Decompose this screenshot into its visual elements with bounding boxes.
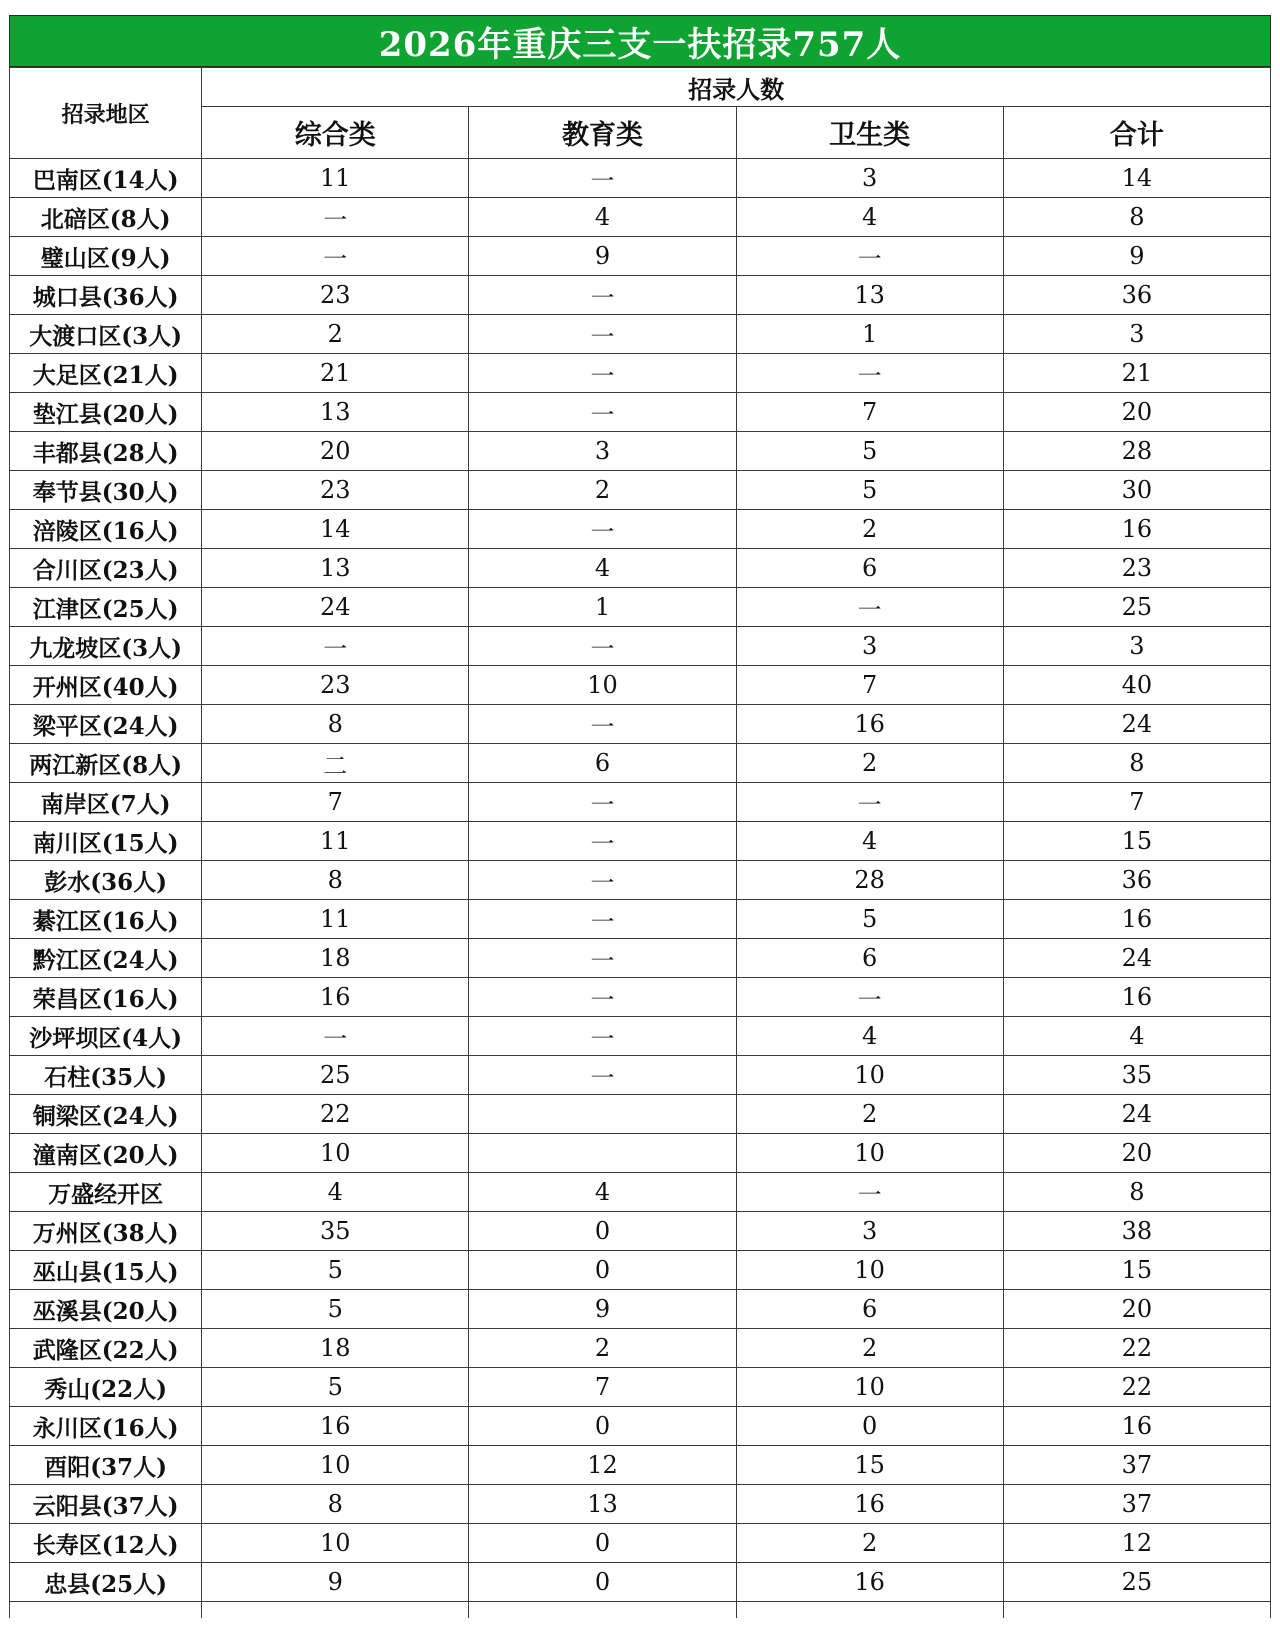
general-cell: 10 [202,1524,469,1563]
general-cell: 5 [202,1251,469,1290]
education-cell: 9 [469,1290,736,1329]
total-cell: 24 [1003,939,1270,978]
education-cell: 6 [469,744,736,783]
health-cell: 15 [736,1446,1003,1485]
education-cell: 3 [469,432,736,471]
region-cell: 开州区(40人) [10,666,202,705]
total-cell: 16 [1003,978,1270,1017]
education-cell [469,1134,736,1173]
health-cell: 4 [736,198,1003,237]
region-cell: 巴南区(14人) [10,159,202,198]
general-cell: 一 [202,627,469,666]
health-cell: 0 [736,1407,1003,1446]
table-row [10,861,1271,900]
table-row [10,1524,1271,1563]
total-cell: 7 [1003,783,1270,822]
education-cell: 一 [469,510,736,549]
education-cell: 一 [469,1056,736,1095]
general-cell: 2 [202,315,469,354]
education-cell: 4 [469,1173,736,1212]
total-cell: 14 [1003,159,1270,198]
table-row [10,315,1271,354]
education-cell: 0 [469,1524,736,1563]
health-cell: 10 [736,1251,1003,1290]
general-cell: 8 [202,861,469,900]
total-cell: 24 [1003,1095,1270,1134]
health-cell: 4 [736,822,1003,861]
health-cell: 一 [736,978,1003,1017]
table-row [10,978,1271,1017]
total-cell: 38 [1003,1212,1270,1251]
general-cell: 一 [202,237,469,276]
health-cell: 2 [736,1095,1003,1134]
general-cell: 14 [202,510,469,549]
education-cell: 12 [469,1446,736,1485]
recruit-count-group-header: 招录人数 [202,68,1271,107]
total-cell: 3 [1003,315,1270,354]
region-cell: 彭水(36人) [10,861,202,900]
total-cell: 20 [1003,1290,1270,1329]
education-cell: 10 [469,666,736,705]
table-row [10,705,1271,744]
region-cell: 垫江县(20人) [10,393,202,432]
table-row [10,1251,1271,1290]
total-cell: 3 [1003,627,1270,666]
education-cell: 0 [469,1563,736,1602]
education-cell: 0 [469,1251,736,1290]
health-cell: 一 [736,237,1003,276]
health-cell: 7 [736,393,1003,432]
total-cell: 40 [1003,666,1270,705]
table-row [10,237,1271,276]
region-cell: 璧山区(9人) [10,237,202,276]
general-cell: 9 [202,1563,469,1602]
general-cell: 24 [202,588,469,627]
table-row-partial [10,1602,1271,1619]
education-cell: 一 [469,315,736,354]
general-cell: 20 [202,432,469,471]
region-cell: 江津区(25人) [10,588,202,627]
total-cell: 4 [1003,1017,1270,1056]
education-cell: 7 [469,1368,736,1407]
table-row [10,822,1271,861]
health-cell: 6 [736,939,1003,978]
health-cell: 10 [736,1368,1003,1407]
general-cell: 8 [202,705,469,744]
health-cell: 16 [736,705,1003,744]
education-cell: 一 [469,276,736,315]
table-row [10,1134,1271,1173]
total-cell: 20 [1003,1134,1270,1173]
education-cell [469,1095,736,1134]
education-cell: 0 [469,1212,736,1251]
empty-cell [10,1602,202,1619]
region-cell: 大足区(21人) [10,354,202,393]
total-cell: 30 [1003,471,1270,510]
table-row [10,1095,1271,1134]
education-cell: 一 [469,861,736,900]
region-cell: 涪陵区(16人) [10,510,202,549]
education-cell: 0 [469,1407,736,1446]
total-cell: 22 [1003,1368,1270,1407]
general-cell: 18 [202,939,469,978]
general-cell: 7 [202,783,469,822]
general-cell: 23 [202,276,469,315]
general-cell: 11 [202,900,469,939]
table-row [10,1407,1271,1446]
region-cell: 秀山(22人) [10,1368,202,1407]
empty-cell [202,1602,469,1619]
table-row [10,939,1271,978]
general-column-header: 综合类 [202,107,469,159]
region-cell: 城口县(36人) [10,276,202,315]
empty-cell [1003,1602,1270,1619]
table-header [10,68,1271,159]
total-cell: 35 [1003,1056,1270,1095]
health-cell: 13 [736,276,1003,315]
health-cell: 2 [736,1524,1003,1563]
table-row [10,276,1271,315]
health-cell: 28 [736,861,1003,900]
total-cell: 16 [1003,1407,1270,1446]
total-cell: 23 [1003,549,1270,588]
health-cell: 3 [736,1212,1003,1251]
general-cell: 二 [202,744,469,783]
general-cell: 一 [202,198,469,237]
table-row [10,1329,1271,1368]
region-cell: 铜梁区(24人) [10,1095,202,1134]
table-row [10,1290,1271,1329]
total-cell: 12 [1003,1524,1270,1563]
region-cell: 两江新区(8人) [10,744,202,783]
health-cell: 4 [736,1017,1003,1056]
general-cell: 23 [202,471,469,510]
education-cell: 一 [469,822,736,861]
health-cell: 6 [736,549,1003,588]
health-cell: 2 [736,1329,1003,1368]
total-cell: 8 [1003,744,1270,783]
total-cell: 15 [1003,1251,1270,1290]
table-row [10,900,1271,939]
total-cell: 37 [1003,1485,1270,1524]
total-cell: 16 [1003,900,1270,939]
general-cell: 18 [202,1329,469,1368]
table-row [10,1017,1271,1056]
table-row [10,471,1271,510]
education-cell: 一 [469,393,736,432]
region-cell: 万盛经开区 [10,1173,202,1212]
education-cell: 1 [469,588,736,627]
health-cell: 一 [736,783,1003,822]
table-row [10,588,1271,627]
sheet-title: 2026年重庆三支一扶招录757人 [9,15,1271,67]
health-cell: 3 [736,627,1003,666]
table-row [10,198,1271,237]
table-row [10,627,1271,666]
region-cell: 长寿区(12人) [10,1524,202,1563]
table-body [10,159,1271,1619]
education-cell: 一 [469,159,736,198]
region-column-header: 招录地区 [10,68,202,159]
region-cell: 奉节县(30人) [10,471,202,510]
general-cell: 4 [202,1173,469,1212]
region-cell: 万州区(38人) [10,1212,202,1251]
recruitment-sheet [9,15,1271,1618]
health-cell: 5 [736,471,1003,510]
health-cell: 2 [736,744,1003,783]
general-cell: 10 [202,1134,469,1173]
table-row [10,1173,1271,1212]
region-cell: 潼南区(20人) [10,1134,202,1173]
region-cell: 丰都县(28人) [10,432,202,471]
health-cell: 5 [736,432,1003,471]
general-cell: 5 [202,1368,469,1407]
total-cell: 37 [1003,1446,1270,1485]
health-cell: 一 [736,1173,1003,1212]
recruitment-table [9,67,1271,1618]
education-cell: 一 [469,939,736,978]
region-cell: 黔江区(24人) [10,939,202,978]
total-cell: 25 [1003,588,1270,627]
table-row [10,783,1271,822]
total-cell: 25 [1003,1563,1270,1602]
table-row [10,432,1271,471]
education-cell: 2 [469,1329,736,1368]
table-row [10,1368,1271,1407]
health-cell: 16 [736,1485,1003,1524]
region-cell: 九龙坡区(3人) [10,627,202,666]
total-column-header: 合计 [1003,107,1270,159]
general-cell: 16 [202,1407,469,1446]
health-cell: 5 [736,900,1003,939]
education-cell: 一 [469,783,736,822]
table-row [10,549,1271,588]
general-cell: 5 [202,1290,469,1329]
region-cell: 南川区(15人) [10,822,202,861]
health-cell: 一 [736,588,1003,627]
total-cell: 15 [1003,822,1270,861]
table-row [10,393,1271,432]
health-cell: 10 [736,1134,1003,1173]
region-cell: 永川区(16人) [10,1407,202,1446]
education-cell: 9 [469,237,736,276]
table-row [10,354,1271,393]
table-row [10,1446,1271,1485]
region-cell: 云阳县(37人) [10,1485,202,1524]
table-row [10,744,1271,783]
health-cell: 1 [736,315,1003,354]
region-cell: 北碚区(8人) [10,198,202,237]
total-cell: 20 [1003,393,1270,432]
region-cell: 巫溪县(20人) [10,1290,202,1329]
health-cell: 6 [736,1290,1003,1329]
education-cell: 一 [469,627,736,666]
total-cell: 36 [1003,276,1270,315]
total-cell: 9 [1003,237,1270,276]
empty-cell [469,1602,736,1619]
total-cell: 8 [1003,1173,1270,1212]
table-row [10,1563,1271,1602]
total-cell: 24 [1003,705,1270,744]
health-cell: 2 [736,510,1003,549]
general-cell: 35 [202,1212,469,1251]
general-cell: 10 [202,1446,469,1485]
general-cell: 8 [202,1485,469,1524]
general-cell: 一 [202,1017,469,1056]
region-cell: 忠县(25人) [10,1563,202,1602]
education-cell: 一 [469,1017,736,1056]
total-cell: 8 [1003,198,1270,237]
general-cell: 11 [202,159,469,198]
education-cell: 一 [469,900,736,939]
region-cell: 石柱(35人) [10,1056,202,1095]
region-cell: 綦江区(16人) [10,900,202,939]
total-cell: 21 [1003,354,1270,393]
health-cell: 10 [736,1056,1003,1095]
region-cell: 梁平区(24人) [10,705,202,744]
general-cell: 22 [202,1095,469,1134]
education-column-header: 教育类 [469,107,736,159]
table-row [10,1212,1271,1251]
general-cell: 13 [202,393,469,432]
region-cell: 酉阳(37人) [10,1446,202,1485]
health-cell: 16 [736,1563,1003,1602]
education-cell: 一 [469,354,736,393]
health-column-header: 卫生类 [736,107,1003,159]
health-cell: 7 [736,666,1003,705]
total-cell: 22 [1003,1329,1270,1368]
region-cell: 武隆区(22人) [10,1329,202,1368]
table-row [10,510,1271,549]
education-cell: 一 [469,978,736,1017]
region-cell: 巫山县(15人) [10,1251,202,1290]
health-cell: 一 [736,354,1003,393]
empty-cell [736,1602,1003,1619]
table-row [10,1056,1271,1095]
general-cell: 11 [202,822,469,861]
education-cell: 2 [469,471,736,510]
region-cell: 大渡口区(3人) [10,315,202,354]
general-cell: 25 [202,1056,469,1095]
region-cell: 沙坪坝区(4人) [10,1017,202,1056]
general-cell: 23 [202,666,469,705]
region-cell: 南岸区(7人) [10,783,202,822]
region-cell: 荣昌区(16人) [10,978,202,1017]
health-cell: 3 [736,159,1003,198]
education-cell: 13 [469,1485,736,1524]
total-cell: 28 [1003,432,1270,471]
total-cell: 16 [1003,510,1270,549]
general-cell: 13 [202,549,469,588]
general-cell: 16 [202,978,469,1017]
general-cell: 21 [202,354,469,393]
table-row [10,1485,1271,1524]
education-cell: 一 [469,705,736,744]
education-cell: 4 [469,549,736,588]
education-cell: 4 [469,198,736,237]
total-cell: 36 [1003,861,1270,900]
region-cell: 合川区(23人) [10,549,202,588]
table-row [10,666,1271,705]
table-row [10,159,1271,198]
